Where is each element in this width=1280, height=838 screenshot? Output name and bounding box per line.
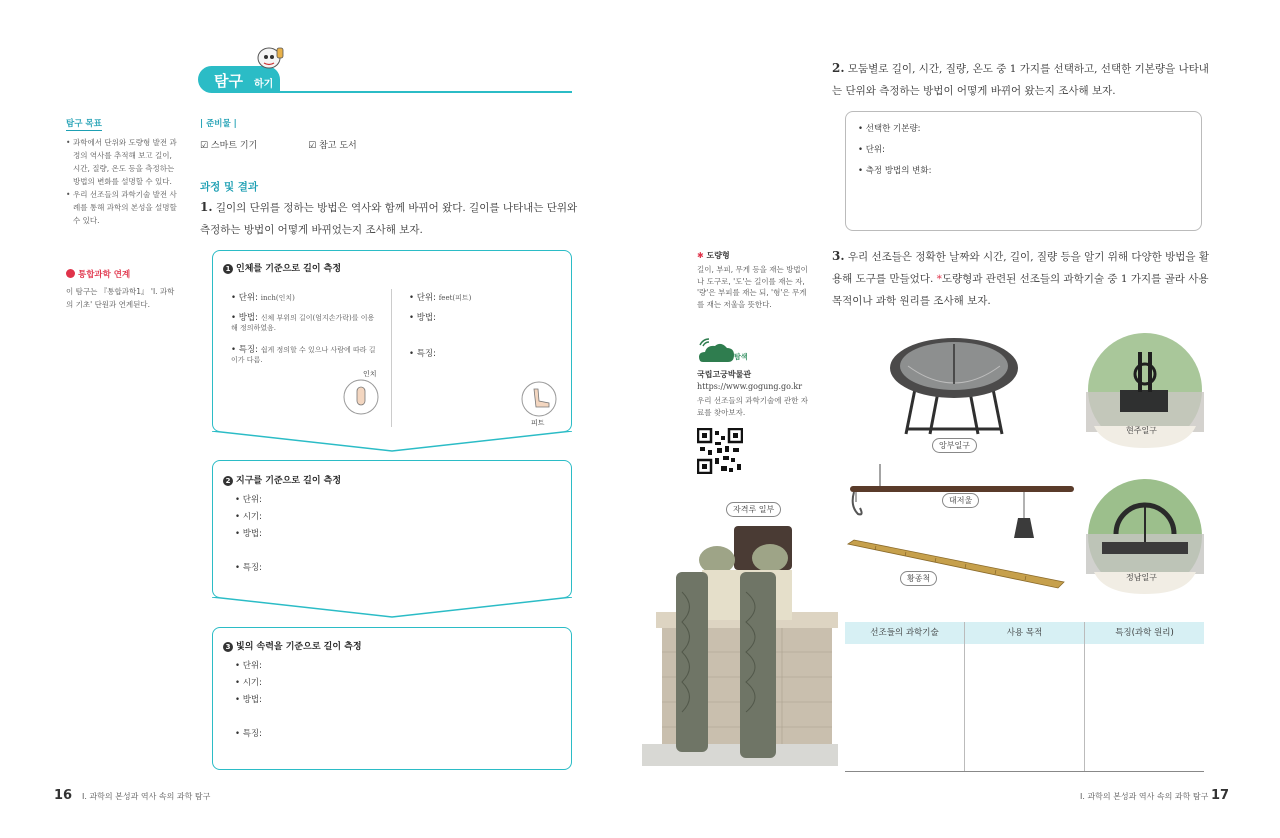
feature-field[interactable]: • 특징: <box>235 729 263 739</box>
link-icon <box>66 269 75 278</box>
table-header: 사용 목적 <box>965 622 1084 644</box>
feature-field[interactable]: • 특징: <box>235 563 263 573</box>
question-number: 1. <box>200 200 213 214</box>
term-star: * <box>936 273 942 285</box>
period-field[interactable]: • 시기: <box>235 678 263 688</box>
link-title <box>66 268 130 280</box>
footer-text: I. 과학의 본성과 역사 속의 과학 탐구 <box>1080 792 1209 801</box>
feature-label: • 특징: <box>409 349 437 359</box>
note-text: 길이, 부피, 무게 등을 재는 방법이나 도구로, '도'는 길이를 재는 자, '량'은 부피를 재는 되, '형'은 무게를 재는 저울을 뜻한다. <box>697 265 808 309</box>
caption-daejeoul: 대저울 <box>942 493 979 508</box>
divider <box>391 289 392 427</box>
flow-arrow <box>212 431 572 453</box>
caption-jeongnam: 정남일구 <box>1126 573 1157 582</box>
box-title <box>223 473 341 486</box>
goal-item: • 우리 선조들의 과학기술 발전 사례를 통해 과학의 본성을 설명할 수 있다. <box>66 188 178 227</box>
research-table[interactable] <box>845 622 1204 772</box>
prep-label: | 준비물 | <box>200 119 237 129</box>
prep-item: ☑ 참고 도서 <box>308 141 357 151</box>
answer-box-body <box>212 627 572 770</box>
question-1 <box>200 196 580 241</box>
method-field[interactable]: • 방법: <box>235 529 263 539</box>
unit-value: feet(피트) <box>438 294 472 302</box>
thumb-icon <box>343 379 379 415</box>
box-title-text: 지구를 기준으로 길이 측정 <box>236 476 342 486</box>
angbu-ilgu-image <box>886 334 1022 438</box>
table-divider <box>1084 622 1085 772</box>
box-title <box>223 261 341 274</box>
question-text: 도량형과 관련된 선조들의 과학기술 중 1 가지를 골라 사용 목적이나 과학 원리를 조사해 보자. <box>832 273 1209 307</box>
unit-field[interactable] <box>231 291 295 303</box>
box-number: 1 <box>223 264 233 274</box>
table-header: 선조들의 과학기술 <box>845 622 964 644</box>
caption-angbu: 앙부일구 <box>932 438 977 453</box>
flow-arrow <box>212 597 572 619</box>
jagyeokru-image <box>642 512 838 766</box>
goal-item: • 과학에서 단위와 도량형 발전 과정의 역사를 추적해 보고 길이, 시간, 질량, 온도 등을 측정하는 방법의 변화를 설명할 수 있다. <box>66 136 178 188</box>
header-sub: 하기 <box>254 79 274 90</box>
question-text: 모둠별로 길이, 시간, 질량, 온도 중 1 가지를 선택하고, 선택한 기본량을 나타내는 단위와 측정하는 방법이 어떻게 바뀌어 왔는지 조사해 보자. <box>832 63 1209 97</box>
prep-items <box>200 138 405 151</box>
question-text: 길이의 단위를 정하는 방법은 역사와 함께 바뀌어 왔다. 길이를 나타내는 단위와 측정하는 방법이 어떻게 바뀌었는지 조사해 보자. <box>200 202 578 236</box>
question-2 <box>832 57 1212 102</box>
footer-text: I. 과학의 본성과 역사 속의 과학 탐구 <box>82 792 211 801</box>
feature-value: 쉽게 정의할 수 있으나 사람에 따라 길이가 다름. <box>231 346 376 364</box>
unit-field[interactable] <box>409 291 471 303</box>
answer-box-body <box>212 250 572 432</box>
unit-field[interactable]: • 단위: <box>235 661 263 671</box>
caption-hyeonju: 현주일구 <box>1126 426 1157 435</box>
question-3 <box>832 245 1212 312</box>
header-main: 탐구 <box>214 72 243 90</box>
caption-jagyeokru: 자격루 일부 <box>726 502 781 517</box>
search-label: 탐색 <box>734 353 748 361</box>
table-divider <box>964 622 965 772</box>
note-title-text: 도량형 <box>706 251 730 260</box>
feet-label: 피트 <box>531 419 545 427</box>
unit-value: inch(인치) <box>260 294 295 302</box>
qr-code-icon[interactable] <box>697 428 743 474</box>
inch-label: 인치 <box>363 370 377 378</box>
method-label: • 방법: <box>409 313 437 323</box>
box-title-text: 빛의 속력을 기준으로 길이 측정 <box>236 642 362 652</box>
goal-title: 탐구 목표 <box>66 119 102 129</box>
mascot-icon <box>247 44 285 74</box>
link-text: 이 탐구는 『통합과학1』 'I. 과학의 기초' 단원과 연계된다. <box>66 287 175 309</box>
method-field[interactable] <box>409 311 436 323</box>
unit-field[interactable]: • 단위: <box>858 145 886 155</box>
method-field[interactable] <box>231 311 381 333</box>
box-title <box>223 639 362 652</box>
unit-label: • 단위: <box>231 293 259 303</box>
museum-title: 국립고궁박물관 <box>697 370 752 379</box>
answer-box[interactable] <box>845 111 1202 231</box>
period-field[interactable]: • 시기: <box>235 512 263 522</box>
table-header: 특징(과학 원리) <box>1085 622 1204 644</box>
unit-label: • 단위: <box>409 293 437 303</box>
hwangjongcheok-image <box>846 538 1066 590</box>
question-number: 3. <box>832 249 845 263</box>
foot-icon <box>521 381 557 417</box>
museum-url[interactable]: https://www.gogung.go.kr <box>697 382 803 391</box>
unit-field[interactable]: • 단위: <box>235 495 263 505</box>
header-underline <box>280 91 572 93</box>
asterisk-icon: ✱ <box>697 251 707 260</box>
table-bottom-rule <box>845 771 1204 773</box>
prep-item: ☑ 스마트 기기 <box>200 141 258 151</box>
feature-field[interactable] <box>409 347 436 359</box>
box-number: 2 <box>223 476 233 486</box>
question-text: 우리 선조들은 정확한 날짜와 시간, 길이, 질량 등을 알기 위해 다양한 방법을 활용해 도구를 만들었다. <box>832 251 1210 285</box>
feature-field[interactable] <box>231 343 381 365</box>
method-value: 신체 부위의 길이(엄지손가락)를 이용해 정의하였음. <box>231 314 375 332</box>
caption-hwangjong: 황종척 <box>900 571 937 586</box>
page-number: 17 <box>1211 788 1230 803</box>
goal-list <box>66 136 178 227</box>
box-title-text: 인체를 기준으로 길이 측정 <box>236 264 342 274</box>
feature-label: • 특징: <box>231 345 259 355</box>
box-number: 3 <box>223 642 233 652</box>
page-number: 16 <box>54 788 73 803</box>
method-change-field[interactable]: • 측정 방법의 변화: <box>858 166 932 176</box>
link-title-text: 통합과학 연계 <box>78 270 131 280</box>
process-title: 과정 및 결과 <box>200 181 259 193</box>
method-field[interactable]: • 방법: <box>235 695 263 705</box>
method-label: • 방법: <box>231 313 259 323</box>
question-number: 2. <box>832 61 845 75</box>
note-title <box>697 250 730 261</box>
quantity-field[interactable]: • 선택한 기본량: <box>858 124 921 134</box>
museum-desc: 우리 선조들의 과학기술에 관한 자료를 찾아보자. <box>697 396 808 417</box>
answer-box-body <box>212 460 572 598</box>
